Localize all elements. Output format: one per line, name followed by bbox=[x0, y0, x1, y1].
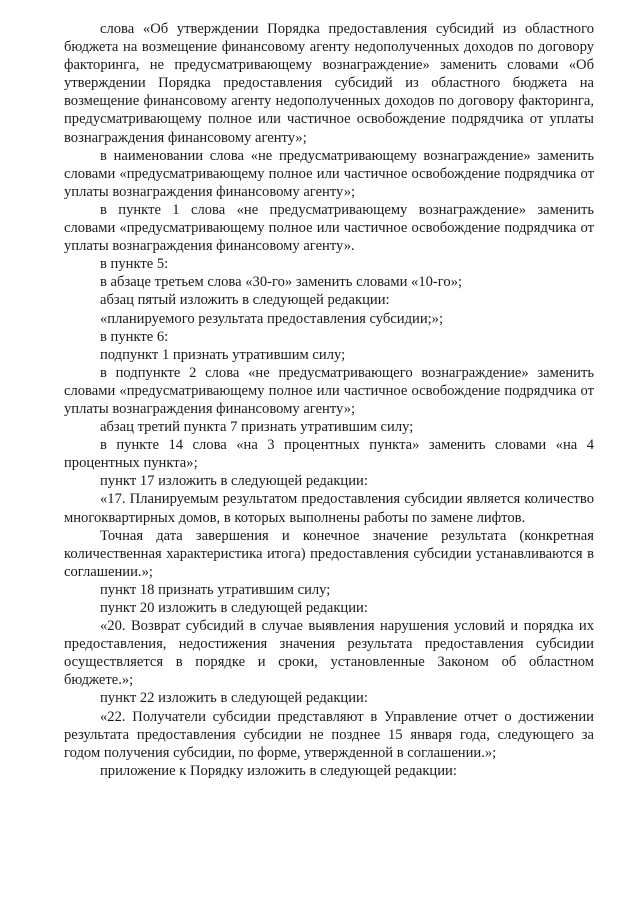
paragraph-point-18: пункт 18 признать утратившим силу; bbox=[100, 581, 331, 598]
paragraph-point-6-sub-2: в подпункте 2 слова «не предусматривающего вознаграждение» заменить словами «предусматривающему полное или частичное освобождение подрядчика от уплаты вознаграждения финансовому агенту»; bbox=[64, 364, 594, 417]
paragraph-point-5: в пункте 5: bbox=[100, 256, 169, 273]
paragraph-point-6-sub-1: подпункт 1 признать утратившим силу; bbox=[100, 346, 346, 363]
paragraph-point-17-new-text: «17. Планируемым результатом предоставления субсидии является количество многоквартирных домов, в которых выполнены работы по замене лифтов. bbox=[64, 491, 594, 526]
paragraph-appendix: приложение к Порядку изложить в следующей редакции: bbox=[100, 762, 457, 779]
paragraph-point-20-new-text: «20. Возврат субсидий в случае выявления нарушения условий и порядка их предоставления, недостижения значения результата предоставления субсидии осуществляется в порядке и сроки, установленные Законом об областном бюджете.»; bbox=[64, 618, 594, 689]
paragraph-point-17-new-text-2: Точная дата завершения и конечное значение результата (конкретная количественная характеристика итога) предоставления субсидии устанавливаются в соглашении.»; bbox=[64, 527, 594, 580]
paragraph-point-20: пункт 20 изложить в следующей редакции: bbox=[100, 600, 368, 616]
paragraph-name-amendment: в наименовании слова «не предусматривающему вознаграждение» заменить словами «предусматривающему полное или частичное освобождение подрядчика от уплаты вознаграждения финансовому агенту»; bbox=[64, 147, 594, 200]
paragraph-point-7: абзац третий пункта 7 признать утратившим силу; bbox=[100, 419, 414, 436]
paragraph-point-17: пункт 17 изложить в следующей редакции: bbox=[100, 473, 368, 490]
paragraph-point-1-amendment: в пункте 1 слова «не предусматривающему вознаграждение» заменить словами «предусматривающему полное или частичное освобождение подрядчика от уплаты вознаграждения финансовому агенту». bbox=[64, 201, 594, 255]
paragraph-point-5-new-text: «планируемого результата предоставления субсидии;»; bbox=[100, 310, 444, 327]
document-page bbox=[64, 20, 594, 780]
paragraph-point-22: пункт 22 изложить в следующей редакции: bbox=[100, 690, 368, 707]
paragraph-point-5-subparagraph-5: абзац пятый изложить в следующей редакции: bbox=[100, 292, 390, 309]
paragraph-title-amendment: слова «Об утверждении Порядка предоставления субсидий из областного бюджета на возмещение финансовому агенту недополученных доходов по договору факторинга, не предусматривающему вознаграждение» заменить словами «Об утверждении Порядка предоставления субсидий из областного бюджета на возмещение финансовому агенту недополученных доходов по договору факторинга, предусматривающему полное или частичное освобождение подрядчика от уплаты вознаграждения финансовому агенту»; bbox=[64, 21, 594, 146]
paragraph-point-22-new-text: «22. Получатели субсидии представляют в Управление отчет о достижении результата предоставления субсидии не позднее 15 января года, следующего за годом получения субсидии, по форме, утвержденной в соглашении.»; bbox=[64, 708, 594, 761]
paragraph-point-5-subparagraph-3: в абзаце третьем слова «30-го» заменить словами «10-го»; bbox=[100, 274, 463, 291]
paragraph-point-14: в пункте 14 слова «на 3 процентных пункта» заменить словами «на 4 процентных пункта»; bbox=[64, 437, 594, 472]
paragraph-point-6: в пункте 6: bbox=[100, 328, 169, 345]
